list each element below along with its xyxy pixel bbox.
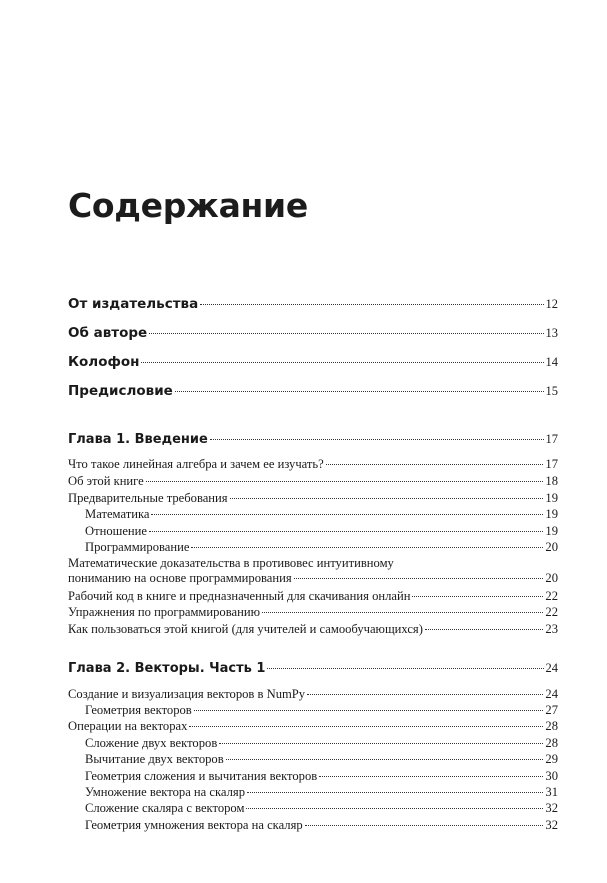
toc-label: Геометрия сложения и вычитания векторов bbox=[85, 769, 318, 783]
toc-entry[interactable] bbox=[68, 457, 558, 472]
toc-page: 31 bbox=[545, 785, 558, 799]
toc-page: 28 bbox=[545, 736, 558, 750]
dot-leader bbox=[246, 808, 543, 809]
toc-subentry[interactable] bbox=[85, 752, 558, 767]
toc-entry[interactable] bbox=[68, 605, 558, 620]
toc-page: 22 bbox=[545, 605, 558, 619]
toc-entry[interactable] bbox=[68, 325, 558, 341]
toc-label-line1: Математические доказательства в противовес интуитивному bbox=[68, 556, 394, 570]
dot-leader bbox=[146, 481, 544, 482]
toc-subentry[interactable] bbox=[85, 524, 558, 539]
toc-label: Упражнения по программированию bbox=[68, 605, 260, 619]
dot-leader bbox=[305, 825, 544, 826]
toc-subentry[interactable] bbox=[85, 703, 558, 718]
toc-label: Сложение скаляра с вектором bbox=[85, 801, 245, 815]
toc-page: 28 bbox=[545, 719, 558, 733]
dot-leader bbox=[319, 776, 543, 777]
toc-label: Об этой книге bbox=[68, 474, 144, 488]
dot-leader bbox=[175, 391, 544, 392]
dot-leader bbox=[226, 759, 544, 760]
toc-page: 29 bbox=[545, 752, 558, 766]
toc-label: Геометрия векторов bbox=[85, 703, 192, 717]
toc-label: Сложение двух векторов bbox=[85, 736, 218, 750]
toc-subentry[interactable] bbox=[85, 736, 558, 751]
toc-entry[interactable] bbox=[68, 719, 558, 734]
toc-page: 23 bbox=[545, 622, 558, 636]
dot-leader bbox=[210, 439, 544, 440]
toc-label: Вычитание двух векторов bbox=[85, 752, 224, 766]
toc-page: 20 bbox=[545, 540, 558, 554]
toc-subentry[interactable] bbox=[85, 818, 558, 833]
dot-leader bbox=[191, 547, 543, 548]
chapter-label: Глава 2. Векторы. Часть 1 bbox=[68, 661, 266, 676]
dot-leader bbox=[230, 498, 544, 499]
toc-page: 19 bbox=[545, 507, 558, 521]
dot-leader bbox=[219, 743, 543, 744]
toc-label: Об авторе bbox=[68, 325, 148, 341]
toc-label: Что такое линейная алгебра и зачем ее изучать? bbox=[68, 457, 324, 471]
toc-subentry[interactable] bbox=[85, 801, 558, 816]
toc-page: 13 bbox=[545, 326, 558, 340]
toc-page: 19 bbox=[545, 491, 558, 505]
toc-page: 30 bbox=[545, 769, 558, 783]
dot-leader bbox=[412, 596, 543, 597]
chapter-heading[interactable] bbox=[68, 661, 558, 676]
toc-page: 17 bbox=[545, 457, 558, 471]
toc-page: 15 bbox=[545, 384, 558, 398]
toc-page: 19 bbox=[545, 524, 558, 538]
toc-label: Операции на векторах bbox=[68, 719, 188, 733]
toc-entry[interactable] bbox=[68, 474, 558, 489]
toc-page: 22 bbox=[545, 589, 558, 603]
dot-leader bbox=[141, 362, 543, 363]
dot-leader bbox=[425, 629, 543, 630]
toc-label: Создание и визуализация векторов в NumPy bbox=[68, 687, 306, 701]
toc-label: Как пользоваться этой книгой (для учителей и самообучающихся) bbox=[68, 622, 423, 636]
toc-label: Предисловие bbox=[68, 383, 173, 399]
toc-subentry[interactable] bbox=[85, 540, 558, 555]
toc-entry-multiline[interactable] bbox=[68, 556, 558, 586]
toc-page: 24 bbox=[545, 687, 558, 701]
dot-leader bbox=[194, 710, 544, 711]
toc-label: Рабочий код в книге и предназначенный для скачивания онлайн bbox=[68, 589, 411, 603]
toc-page: 32 bbox=[545, 818, 558, 832]
toc-page: 12 bbox=[545, 297, 558, 311]
toc-page: 27 bbox=[545, 703, 558, 717]
page-title: Содержание bbox=[68, 186, 308, 225]
toc-page: 14 bbox=[545, 355, 558, 369]
toc-page: 32 bbox=[545, 801, 558, 815]
dot-leader bbox=[189, 726, 543, 727]
dot-leader bbox=[149, 333, 543, 334]
dot-leader bbox=[200, 304, 543, 305]
toc-label: Умножение вектора на скаляр bbox=[85, 785, 245, 799]
toc-entry[interactable] bbox=[68, 354, 558, 370]
dot-leader bbox=[149, 531, 543, 532]
toc-page: 18 bbox=[545, 474, 558, 488]
toc-label: Отношение bbox=[85, 524, 147, 538]
toc-page: 24 bbox=[545, 661, 558, 675]
dot-leader bbox=[267, 668, 543, 669]
toc-label: Предварительные требования bbox=[68, 491, 228, 505]
dot-leader bbox=[262, 612, 543, 613]
toc-label-line2: пониманию на основе программирования bbox=[68, 571, 292, 585]
dot-leader bbox=[326, 464, 544, 465]
chapter-label: Глава 1. Введение bbox=[68, 432, 208, 447]
toc-entry[interactable] bbox=[68, 687, 558, 702]
toc-entry[interactable] bbox=[68, 622, 558, 637]
toc-entry[interactable] bbox=[68, 383, 558, 399]
toc-entry[interactable] bbox=[68, 296, 558, 312]
dot-leader bbox=[307, 694, 543, 695]
dot-leader bbox=[247, 792, 543, 793]
toc-entry[interactable] bbox=[68, 589, 558, 604]
toc-entry[interactable] bbox=[68, 491, 558, 506]
toc-subentry[interactable] bbox=[85, 507, 558, 522]
toc-label: Колофон bbox=[68, 354, 140, 370]
toc-page: 20 bbox=[545, 571, 558, 585]
toc-label: Программирование bbox=[85, 540, 190, 554]
dot-leader bbox=[151, 514, 543, 515]
toc-subentry[interactable] bbox=[85, 769, 558, 784]
toc-page: 17 bbox=[545, 432, 558, 446]
dot-leader bbox=[294, 578, 544, 579]
toc-label: Геометрия умножения вектора на скаляр bbox=[85, 818, 303, 832]
toc-subentry[interactable] bbox=[85, 785, 558, 800]
toc-label: От издательства bbox=[68, 296, 199, 312]
toc-label: Математика bbox=[85, 507, 150, 521]
chapter-heading[interactable] bbox=[68, 432, 558, 447]
